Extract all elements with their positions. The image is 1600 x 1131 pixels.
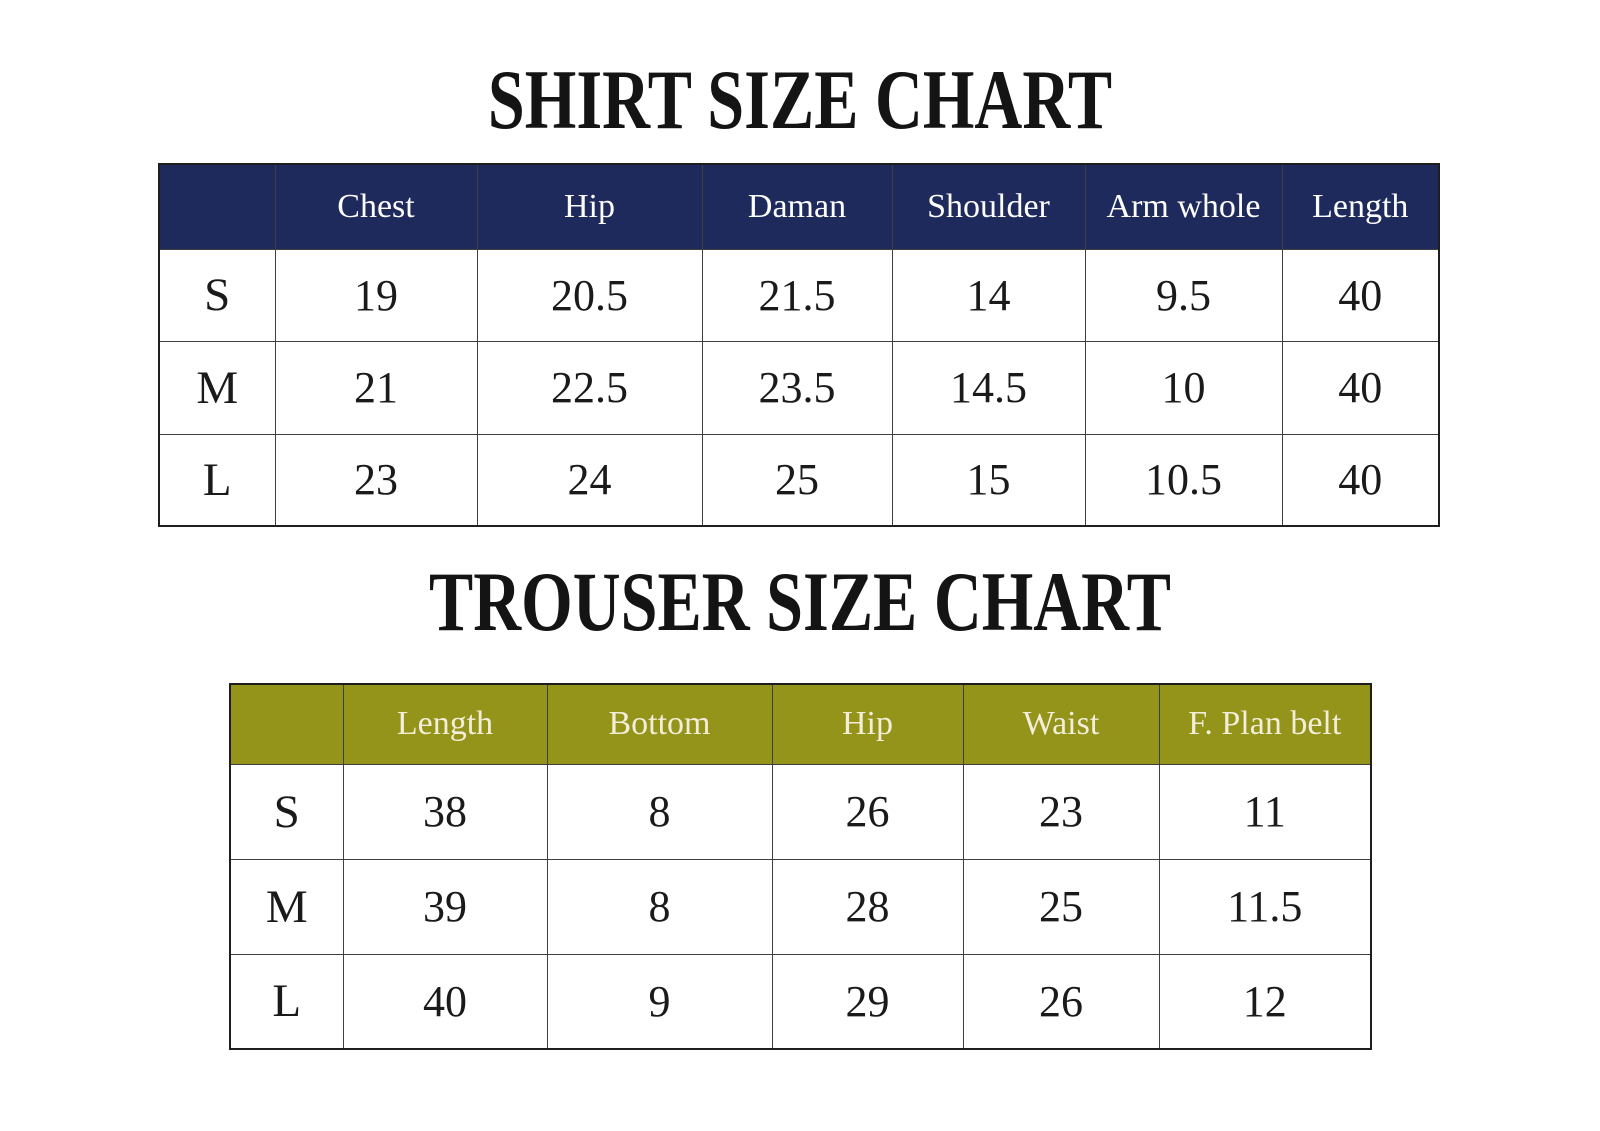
size-label: L	[159, 434, 275, 526]
table-row	[230, 764, 1371, 859]
header-cell-length: Length	[343, 684, 547, 764]
table-row	[230, 859, 1371, 954]
table-cell: 11	[1159, 764, 1371, 859]
table-cell: 40	[1282, 341, 1439, 434]
table-cell: 23.5	[702, 341, 892, 434]
size-label: S	[159, 249, 275, 341]
shirt-chart-title: SHIRT SIZE CHART	[487, 53, 1113, 147]
table-cell: 26	[772, 764, 963, 859]
shirt-size-table	[158, 163, 1440, 527]
table-row	[159, 249, 1439, 341]
table-cell: 40	[1282, 249, 1439, 341]
header-cell-f-plan-belt: F. Plan belt	[1159, 684, 1371, 764]
table-cell: 19	[275, 249, 477, 341]
table-cell: 25	[702, 434, 892, 526]
header-cell-hip: Hip	[772, 684, 963, 764]
table-cell: 40	[343, 954, 547, 1049]
header-cell-hip: Hip	[477, 164, 702, 249]
table-cell: 10	[1085, 341, 1282, 434]
size-label: M	[230, 859, 343, 954]
header-cell-arm-whole: Arm whole	[1085, 164, 1282, 249]
table-cell: 9	[547, 954, 772, 1049]
size-label: S	[230, 764, 343, 859]
table-cell: 11.5	[1159, 859, 1371, 954]
trouser-size-table	[229, 683, 1372, 1050]
table-cell: 9.5	[1085, 249, 1282, 341]
table-cell: 28	[772, 859, 963, 954]
table-cell: 23	[275, 434, 477, 526]
table-cell: 38	[343, 764, 547, 859]
table-row	[230, 954, 1371, 1049]
header-cell-length: Length	[1282, 164, 1439, 249]
table-cell: 10.5	[1085, 434, 1282, 526]
table-row	[159, 434, 1439, 526]
table-cell: 23	[963, 764, 1159, 859]
header-cell-shoulder: Shoulder	[892, 164, 1085, 249]
table-cell: 25	[963, 859, 1159, 954]
header-cell-waist: Waist	[963, 684, 1159, 764]
table-cell: 20.5	[477, 249, 702, 341]
table-cell: 15	[892, 434, 1085, 526]
table-cell: 29	[772, 954, 963, 1049]
table-cell: 14	[892, 249, 1085, 341]
header-cell-blank	[230, 684, 343, 764]
table-cell: 8	[547, 764, 772, 859]
trouser-table-header-row	[230, 684, 1371, 764]
table-cell: 26	[963, 954, 1159, 1049]
table-cell: 24	[477, 434, 702, 526]
table-cell: 21	[275, 341, 477, 434]
header-cell-bottom: Bottom	[547, 684, 772, 764]
trouser-chart-title: TROUSER SIZE CHART	[429, 555, 1171, 649]
header-cell-daman: Daman	[702, 164, 892, 249]
header-cell-blank	[159, 164, 275, 249]
table-row	[159, 341, 1439, 434]
table-cell: 39	[343, 859, 547, 954]
shirt-table-header-row	[159, 164, 1439, 249]
size-label: M	[159, 341, 275, 434]
table-cell: 8	[547, 859, 772, 954]
table-cell: 22.5	[477, 341, 702, 434]
header-cell-chest: Chest	[275, 164, 477, 249]
table-cell: 40	[1282, 434, 1439, 526]
table-cell: 14.5	[892, 341, 1085, 434]
table-cell: 21.5	[702, 249, 892, 341]
table-cell: 12	[1159, 954, 1371, 1049]
size-label: L	[230, 954, 343, 1049]
